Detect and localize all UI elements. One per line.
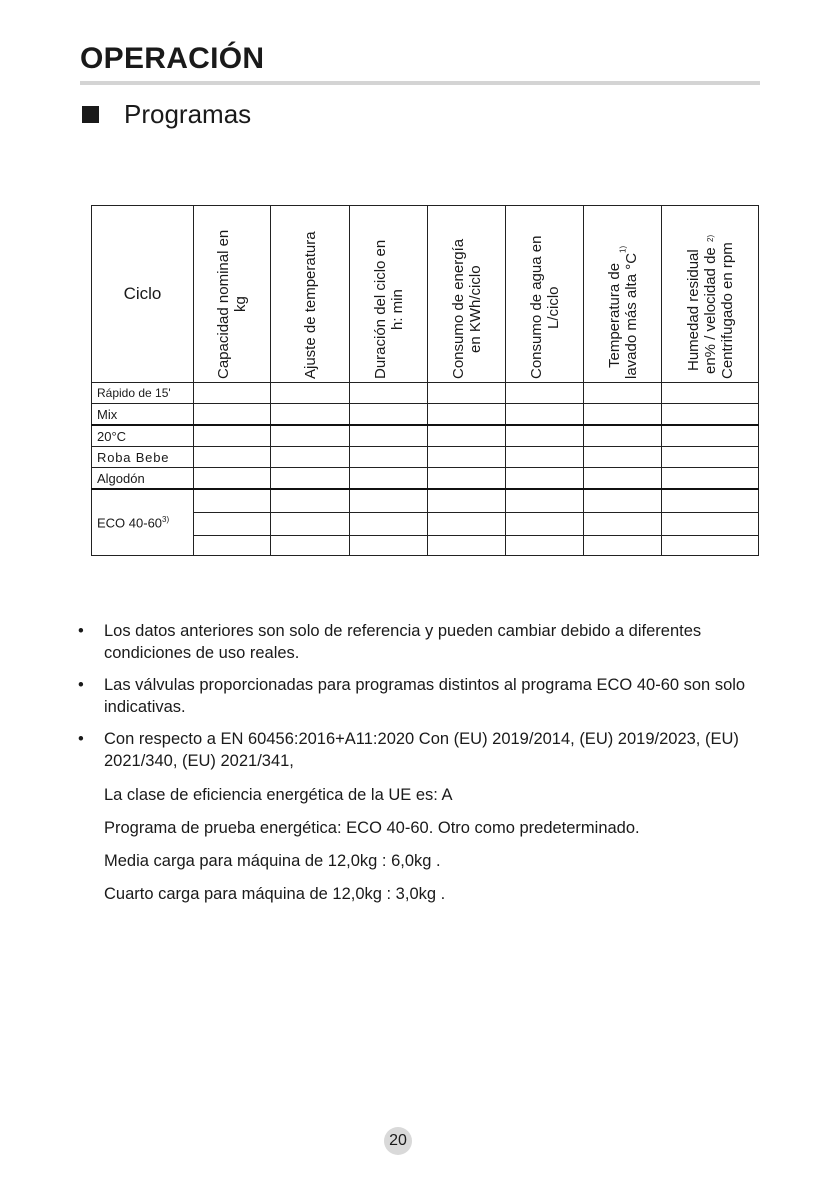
eco-cell: ECO 40-60$^{3)}$ — [92, 489, 194, 555]
note-bullet: • Con respecto a EN 60456:2016+A11:2020 Con (EU) 2019/2014, (EU) 2019/2023, (EU) 2021/340, (EU) 2021/341, — [78, 730, 739, 770]
table-row: Mix — [92, 404, 759, 426]
note-paragraph: La clase de eficiencia energética de la UE es: A — [104, 786, 453, 804]
table-header-row — [92, 206, 759, 383]
section-title: Programas — [124, 99, 252, 129]
page-title: OPERACIÓN — [80, 42, 265, 75]
note-paragraph: Cuarto carga para máquina de 12,0kg : 3,0kg . — [104, 885, 446, 903]
square-bullet-icon — [82, 106, 99, 123]
col-header-duration: Duración del ciclo en h: min — [350, 206, 428, 383]
note-paragraph: Programa de prueba energética: ECO 40-60. Otro como predeterminado. — [104, 819, 640, 837]
note-bullet: • Las válvulas proporcionadas para programas distintos al programa ECO 40-60 son solo indicativas. — [78, 676, 746, 716]
col-header-energy: Consumo de energía en KWh/ciclo — [428, 206, 506, 383]
page-number: 20 — [384, 1127, 412, 1155]
notes — [78, 620, 778, 916]
table-row: Roba Bebe — [92, 447, 759, 468]
col-header-capacity: Capacidad nominal en kg — [194, 206, 271, 383]
col-header-ciclo: Ciclo — [92, 206, 194, 383]
programs-table — [91, 205, 759, 556]
title-divider — [80, 81, 760, 85]
col-header-water: Consumo de agua en L/ciclo — [506, 206, 584, 383]
col-header-humidity: Humedad residual en% / velocidad de Centrifugado en rpm 2) — [662, 206, 759, 383]
table-row — [92, 489, 759, 512]
table-row: Algodón — [92, 468, 759, 490]
note-paragraph: Media carga para máquina de 12,0kg : 6,0kg . — [104, 852, 441, 870]
col-header-max-temp: Temperatura de lavado más alta °C 1) — [584, 206, 662, 383]
col-header-temp-setting: Ajuste de temperatura — [271, 206, 350, 383]
note-bullet: • Los datos anteriores son solo de referencia y pueden cambiar debido a diferentes condiciones de uso reales. — [78, 622, 702, 662]
table-row: 20°C — [92, 425, 759, 447]
table-row: Rápido de 15' — [92, 383, 759, 404]
